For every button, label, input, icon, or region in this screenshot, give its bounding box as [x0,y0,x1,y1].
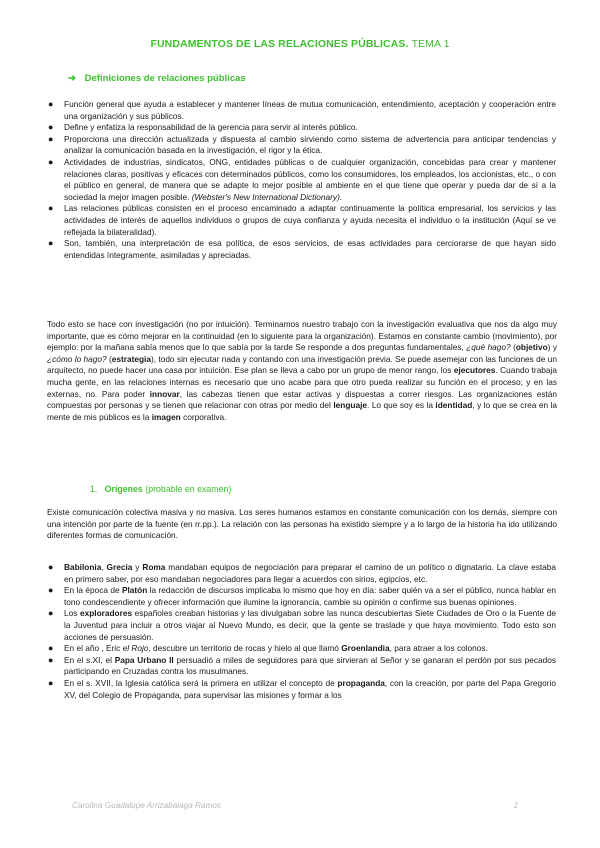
bullet-icon: ● [48,677,54,688]
list-item: ● En el s. XVII, la Iglesia católica será la primera en utilizar el concepto de propaganda, con la creación, por parte del Papa Gregorio XV, del Colegio de Propaganda, para supervisar las misiones y formar a los [48,677,556,700]
bullet-icon: ● [48,643,54,654]
definitions-list [48,99,556,261]
history-list [48,562,556,701]
bullet-icon: ● [48,156,54,167]
section-heading-text: Definiciones de relaciones públicas [84,73,246,84]
bullet-icon: ● [48,99,54,109]
page-footer [72,801,518,810]
list-item: ● Actividades de industrias, sindicatos, ONG, entidades públicas o de cualquier organización, concebidas para crear y mantener relaciones claras, positivas y eficaces con determinados públicos, como los consumidores, los empleados, los accionistas, etc., o con el público en general, de manera que se adapte lo mejor posible al ambiente en el que tiene que operar y pueda dar de sí a la sociedad la mejor imagen posible. (Webster's New International Dictionary). [48,156,556,202]
bullet-icon: ● [48,203,54,214]
bullet-icon: ● [48,122,54,133]
bullet-icon: ● [48,562,54,572]
list-item: ● En el s.XI, el Papa Urbano II persuadió a miles de seguidores para que sirvieran al Señor y se ganaran el perdón por sus pecados participando en Cruzadas contra los musulmanes. [48,654,557,677]
body-paragraph: Todo esto se hace con investigación (no por intuición). Terminamos nuestro trabajo con la investigación evaluativa que nos da algo muy importante, que es cómo mejorar en la continuidad (en lo siguiente para la organización). Estamos en constante cambio (movimiento), por ejemplo: por la mañana sabía menos que lo que sabía por la tarde Se responde a dos preguntas fundamentales, ¿qué hago? (objetivo) y ¿cómo lo hago? (estrategia), todo sin ejecutar nada y contando con una investigación previa. Se puede asemejar con las funciones de un arquitecto, no puede hacer una casa por intuición. Ese plan se lleva a cabo por un grupo de menor rango, los ejecutores. Cuando trabaja mucha gente, en las relaciones internas es necesario que uno acabe para que otro pueda realizar su función en el proceso; y en las externas, no. Para poder innovar, las cabezas tienen que estar activas y dispuestas a correr riesgos. Las organizaciones están compuestas por personas y se tienen que relacionar con otras por medio del lenguaje. Lo que soy es la identidad, y lo que se crea en la mente de mis públicos es la imagen corporativa. [47,319,558,422]
list-item: ● En el año , Eric el Rojo, descubre un territorio de rocas y hielo al que llamó Groenlandia, para atraer a los colonos. [48,643,488,654]
citation: (Webster's New International Dictionary). [191,191,343,202]
bullet-icon: ● [48,608,54,619]
origins-intro: Existe comunicación colectiva masiva y no masiva. Los seres humanos estamos en constante comunicación con los demás, siempre con una intención por parte de la fuente (en rr.pp.). La relación con las personas ha existido siempre y a lo largo de la historia ha ido utilizando diferentes formas de comunicación. [47,507,557,541]
bullet-icon: ● [48,133,54,144]
list-item: ● Babilonia, Grecia y Roma mandaban equipos de negociación para preparar el camino de un político o dignatario. La clave estaba en primero saber, por eso mandaban negociadores para llegar a acuerdos con sirios, egipcios, etc. [48,562,557,584]
page-number: 1 [513,801,518,810]
list-item: ● Los exploradores españoles creaban historias y las divulgaban sobre las nunca descubiertas Siete Ciudades de Oro o la Fuente de la Juventud para incluir a otros viajar al Nuevo Mundo, es decir, que la gente se traslade y que haya movimiento. Todo esto son acciones de persuasión. [48,608,557,642]
list-item: ● En la época de Platón la redacción de discursos implicaba lo mismo que hoy en día: saber quién va a ser el público, nunca hablar en tono condescendiente y ofrecer información que ilumine la ignorancia, cambie su opinión o confirme sus buenas opiniones. [48,585,556,607]
title-main: FUNDAMENTOS DE LAS RELACIONES PÚBLICAS. [150,38,409,50]
footer-author: Carolina Guadalupe Arrizabalaga Ramos [72,801,221,810]
arrow-right-icon: ➔ [68,73,76,84]
document-title [0,38,600,50]
bullet-icon: ● [48,654,54,665]
list-item: ● Define y enfatiza la responsabilidad de la gerencia para servir al interés público. [48,122,358,133]
list-item: ● Función general que ayuda a establecer y mantener líneas de mutua comunicación, entendimiento, aceptación y cooperación entre una organización y sus públicos. [48,99,556,121]
list-item: ● Las relaciones públicas consisten en el proceso encaminado a adaptar continuamente la política empresarial, los servicios y las actividades de interés de aquellos individuos o grupos de cuya confianza y ayuda necesita el individuo o la institución (Aquí se ve reflejada la bilateralidad). [48,203,556,237]
list-item: ● Son, también, una interpretación de esa política, de esos servicios, de esas actividades para cerciorarse de que hayan sido entendidas íntegramente, asimiladas y apreciadas. [48,238,556,260]
list-item: ● Proporciona una dirección actualizada y dispuesta al cambio sirviendo como sistema de advertencia para anticipar tendencias y analizar la comunicación basada en la investigación, el rigor y la ética. [48,133,556,156]
title-tema: TEMA 1 [411,38,450,50]
bullet-icon: ● [48,238,54,249]
origins-heading: 1. Orígenes (probable en examen) [90,484,232,494]
section-heading [68,73,246,84]
bullet-icon: ● [48,585,54,596]
